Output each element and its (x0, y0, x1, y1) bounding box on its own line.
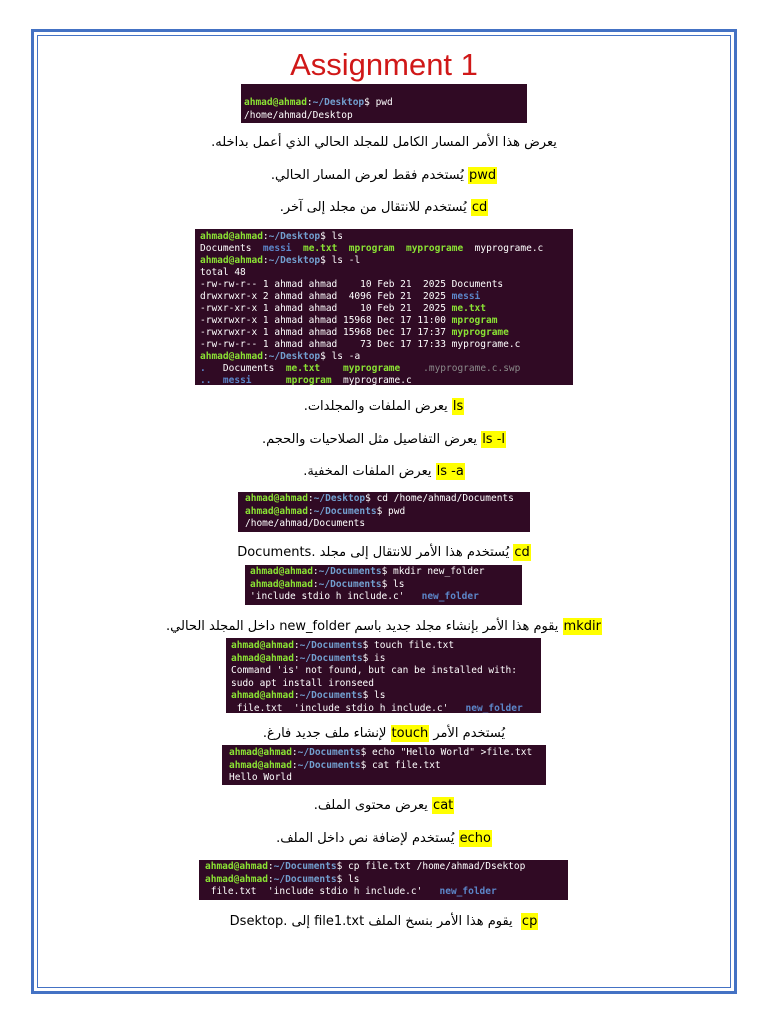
terminal-screenshot-mkdir (245, 565, 522, 605)
terminal-text-plain: $ echo "Hello World" >file.txt (360, 747, 533, 758)
caption-text: يقوم هذا الأمر بنسخ الملف (364, 914, 521, 929)
terminal-text-plain: Documents (205, 363, 286, 374)
terminal-text-path: ~/Desktop (268, 351, 321, 362)
caption-cp-usage (0, 913, 768, 931)
terminal-line (231, 703, 536, 714)
caption-text: لإنشاء ملف جديد فارغ. (262, 726, 391, 741)
terminal-text-plain: : (293, 640, 300, 651)
terminal-text-plain: -rwxr-xr-x 1 ahmad ahmad 10 Feb 21 2025 (200, 303, 452, 314)
caption-text: Dsektop. (229, 914, 288, 929)
terminal-line (244, 97, 522, 110)
terminal-line (200, 243, 568, 255)
command-highlight: cp (521, 914, 538, 929)
caption-text: يعرض الملفات المخفية. (303, 464, 436, 479)
terminal-line (231, 653, 536, 666)
caption-ls-a-usage (0, 463, 768, 481)
caption-text: يعرض محتوى الملف. (313, 798, 433, 813)
terminal-screenshot-cp (199, 860, 568, 900)
terminal-text-plain: : (262, 351, 269, 362)
command-highlight: touch (391, 726, 429, 741)
terminal-text-plain: $ mkdir new_folder (381, 566, 485, 577)
terminal-text-user: ahmad@ahmad (244, 97, 307, 108)
terminal-text-exec: me.txt (451, 303, 486, 314)
terminal-screenshot-echo-cat (222, 745, 546, 785)
terminal-text-plain: total 48 (200, 267, 246, 278)
terminal-text-plain (337, 243, 348, 254)
terminal-text-path: ~/Desktop (268, 231, 321, 242)
terminal-screenshot-cd (238, 492, 530, 532)
terminal-line (200, 351, 568, 363)
terminal-text-path: ~/Documents (273, 873, 337, 885)
terminal-text-user: ahmad@ahmad (231, 640, 294, 651)
terminal-text-path: ~/Documents (299, 640, 363, 651)
terminal-text-exec: myprograme (405, 243, 464, 254)
terminal-text-plain: $ ls -l (320, 255, 361, 266)
terminal-text-user: ahmad@ahmad (245, 493, 308, 504)
terminal-text-exec: myprograme (343, 363, 401, 374)
terminal-text-dir: messi (262, 243, 292, 254)
terminal-line (245, 518, 525, 531)
terminal-text-exec: mprogram (451, 315, 498, 326)
caption-cd-usage (0, 199, 768, 217)
terminal-text-exec: me.txt (302, 243, 338, 254)
terminal-text-plain: $ ls (336, 873, 360, 885)
terminal-line (205, 861, 563, 874)
terminal-text-plain: /home/ahmad/Desktop (244, 109, 353, 121)
terminal-text-plain: /home/ahmad/Documents (245, 518, 366, 529)
terminal-text-plain: myprograme.c (331, 375, 412, 385)
caption-cat-usage (0, 797, 768, 815)
terminal-text-user: ahmad@ahmad (250, 566, 313, 577)
terminal-text-plain: file.txt 'include stdio h include.c' (231, 702, 466, 713)
terminal-text-plain (211, 375, 222, 385)
terminal-text-plain: 'include stdio h include.c' (250, 591, 422, 602)
terminal-text-path: ~/Desktop (312, 97, 365, 108)
terminal-line (200, 267, 568, 279)
terminal-line (229, 772, 541, 785)
terminal-line (205, 874, 563, 887)
terminal-line (200, 231, 568, 243)
terminal-text-user: ahmad@ahmad (229, 747, 292, 758)
terminal-text-plain: $ cd /home/ahmad/Documents (365, 493, 514, 504)
terminal-text-plain: $ ls (381, 578, 405, 590)
caption-text: Documents. (237, 545, 316, 560)
terminal-text-exec: me.txt (285, 363, 321, 374)
caption-touch-usage (0, 725, 768, 743)
terminal-text-path: ~/Documents (297, 747, 361, 758)
terminal-line (200, 375, 568, 385)
terminal-text-dir: messi (222, 375, 252, 385)
terminal-text-user: ahmad@ahmad (205, 861, 268, 872)
terminal-text-plain (320, 363, 343, 374)
page-title: Assignment 1 (290, 47, 478, 82)
command-highlight: cat (433, 798, 454, 813)
command-highlight: echo (459, 831, 491, 846)
terminal-text-plain: : (293, 690, 300, 701)
terminal-text-path: ~/Desktop (268, 255, 321, 266)
terminal-text-plain: : (307, 493, 314, 504)
terminal-text-user: ahmad@ahmad (200, 231, 263, 242)
terminal-line (200, 303, 568, 315)
terminal-screenshot-touch (226, 638, 541, 713)
terminal-line (250, 579, 517, 592)
terminal-text-plain: $ is (362, 652, 386, 664)
terminal-text-exec: myprograme (451, 327, 509, 338)
terminal-text-plain: $ pwd (376, 505, 406, 517)
caption-text: يعرض التفاصيل مثل الصلاحيات والحجم. (261, 432, 482, 447)
terminal-line (231, 665, 536, 678)
terminal-text-path: ~/Documents (273, 861, 337, 872)
caption-text: يُستخدم لإضافة نص داخل الملف. (276, 831, 459, 846)
caption-text: يُستخدم هذا الأمر للانتقال إلى مجلد (315, 545, 514, 560)
caption-ls-l-usage (0, 431, 768, 449)
terminal-text-plain: $ pwd (364, 97, 393, 108)
terminal-text-plain: : (262, 231, 269, 242)
terminal-text-plain: sudo apt install ironseed (231, 677, 374, 689)
terminal-line (205, 886, 563, 899)
terminal-screenshot-pwd (241, 84, 527, 123)
terminal-text-plain: file.txt 'include stdio h include.c' (205, 886, 440, 897)
terminal-text-plain: $ ls (320, 231, 344, 242)
terminal-line (200, 315, 568, 327)
caption-pwd-description (0, 134, 768, 152)
terminal-line (200, 339, 568, 351)
terminal-text-user: ahmad@ahmad (205, 873, 268, 885)
caption-text: يعرض هذا الأمر المسار الكامل للمجلد الحالي الذي أعمل بداخله. (211, 135, 557, 150)
terminal-text-dir: new_folder (439, 886, 497, 897)
caption-text: يُستخدم للانتقال من مجلد إلى آخر. (279, 200, 471, 215)
terminal-text-plain: : (306, 97, 313, 108)
terminal-text-plain (252, 375, 286, 385)
caption-mkdir-usage (0, 618, 768, 636)
caption-text: يقوم هذا الأمر بإنشاء مجلد جديد باسم (350, 619, 563, 634)
terminal-text-path: ~/Documents (299, 690, 363, 701)
command-highlight: mkdir (563, 619, 601, 634)
terminal-line (200, 327, 568, 339)
caption-text: إلى (287, 914, 315, 929)
caption-echo-usage (0, 830, 768, 848)
terminal-text-user: ahmad@ahmad (200, 351, 263, 362)
terminal-text-path: ~/Documents (297, 759, 361, 771)
terminal-text-plain: myprograme.c (463, 243, 544, 254)
caption-text: new_folder (279, 619, 351, 634)
terminal-text-plain: -rw-rw-r-- 1 ahmad ahmad 10 Feb 21 2025 Documents (200, 279, 504, 290)
terminal-text-dir: messi (451, 291, 481, 302)
terminal-text-plain: : (291, 747, 298, 758)
terminal-text-dir: . (200, 363, 206, 374)
caption-text: يُستخدم الأمر (429, 726, 506, 741)
terminal-text-path: ~/Desktop (313, 493, 366, 504)
terminal-text-plain: -rw-rw-r-- 1 ahmad ahmad 73 Dec 17 17:33 myprograme.c (200, 339, 521, 350)
terminal-text-plain (400, 363, 423, 374)
terminal-line (200, 255, 568, 267)
terminal-line (229, 760, 541, 773)
terminal-text-plain: -rwxrwxr-x 1 ahmad ahmad 15968 Dec 17 17:37 (200, 327, 452, 338)
terminal-text-plain: : (291, 759, 298, 771)
command-highlight: pwd (468, 168, 497, 183)
terminal-text-user: ahmad@ahmad (200, 255, 263, 266)
terminal-text-user: ahmad@ahmad (250, 578, 313, 590)
terminal-text-plain: Command 'is' not found, but can be installed with: (231, 665, 517, 676)
terminal-line (200, 291, 568, 303)
terminal-text-plain: $ cp file.txt /home/ahmad/Dsektop (336, 861, 526, 872)
terminal-text-path: ~/Documents (318, 566, 382, 577)
terminal-line (231, 690, 536, 703)
terminal-text-dir: new_folder (465, 702, 523, 713)
terminal-line (200, 363, 568, 375)
terminal-line (250, 566, 517, 579)
terminal-text-plain (292, 243, 303, 254)
terminal-line (250, 591, 517, 604)
terminal-text-plain: : (267, 873, 274, 885)
caption-text: يعرض الملفات والمجلدات. (303, 399, 452, 414)
terminal-text-exec: mprogram (285, 375, 332, 385)
terminal-text-user: ahmad@ahmad (231, 652, 294, 664)
caption-text: داخل المجلد الحالي. (166, 619, 280, 634)
terminal-text-dir: new_folder (421, 591, 479, 602)
terminal-text-plain (395, 243, 406, 254)
command-highlight: cd (514, 545, 530, 560)
terminal-text-path: ~/Documents (318, 578, 382, 590)
command-highlight: ls -l (482, 432, 506, 447)
terminal-text-plain: $ ls (362, 690, 386, 701)
terminal-line (245, 493, 525, 506)
terminal-text-plain: : (262, 255, 269, 266)
terminal-text-plain: Hello World (229, 772, 292, 783)
caption-text: يُستخدم فقط لعرض المسار الحالي. (270, 168, 468, 183)
command-highlight: cd (471, 200, 488, 215)
command-highlight: ls -a (436, 464, 464, 479)
terminal-text-exec: mprogram (348, 243, 395, 254)
terminal-line (244, 110, 522, 123)
terminal-text-plain: drwxrwxr-x 2 ahmad ahmad 4096 Feb 21 2025 (200, 291, 452, 302)
terminal-text-dir: .. (200, 375, 212, 385)
command-highlight: ls (452, 399, 464, 414)
terminal-text-plain: : (312, 578, 319, 590)
caption-text: file1.txt (314, 914, 365, 929)
terminal-text-user: ahmad@ahmad (229, 759, 292, 771)
terminal-line (200, 279, 568, 291)
terminal-line (245, 506, 525, 519)
terminal-line (231, 678, 536, 691)
terminal-text-path: ~/Documents (299, 652, 363, 664)
terminal-line (231, 640, 536, 653)
terminal-text-plain: : (267, 861, 274, 872)
caption-pwd-usage (0, 167, 768, 185)
terminal-text-plain: : (293, 652, 300, 664)
caption-ls-usage (0, 398, 768, 416)
terminal-text-plain: $ ls -a (320, 351, 361, 362)
terminal-text-plain: Documents (200, 243, 263, 254)
terminal-text-user: ahmad@ahmad (245, 505, 308, 517)
terminal-text-path: ~/Documents (313, 505, 377, 517)
terminal-text-plain: : (307, 505, 314, 517)
terminal-text-plain: $ cat file.txt (360, 759, 441, 771)
terminal-line (229, 747, 541, 760)
terminal-text-plain: $ touch file.txt (362, 640, 455, 651)
terminal-text-plain: : (312, 566, 319, 577)
terminal-text-user: ahmad@ahmad (231, 690, 294, 701)
terminal-text-swp: .myprograme.c.swp (423, 363, 521, 374)
terminal-text-plain: -rwxrwxr-x 1 ahmad ahmad 15968 Dec 17 11:00 (200, 315, 452, 326)
caption-cd-documents (0, 544, 768, 562)
terminal-screenshot-ls (195, 229, 573, 385)
